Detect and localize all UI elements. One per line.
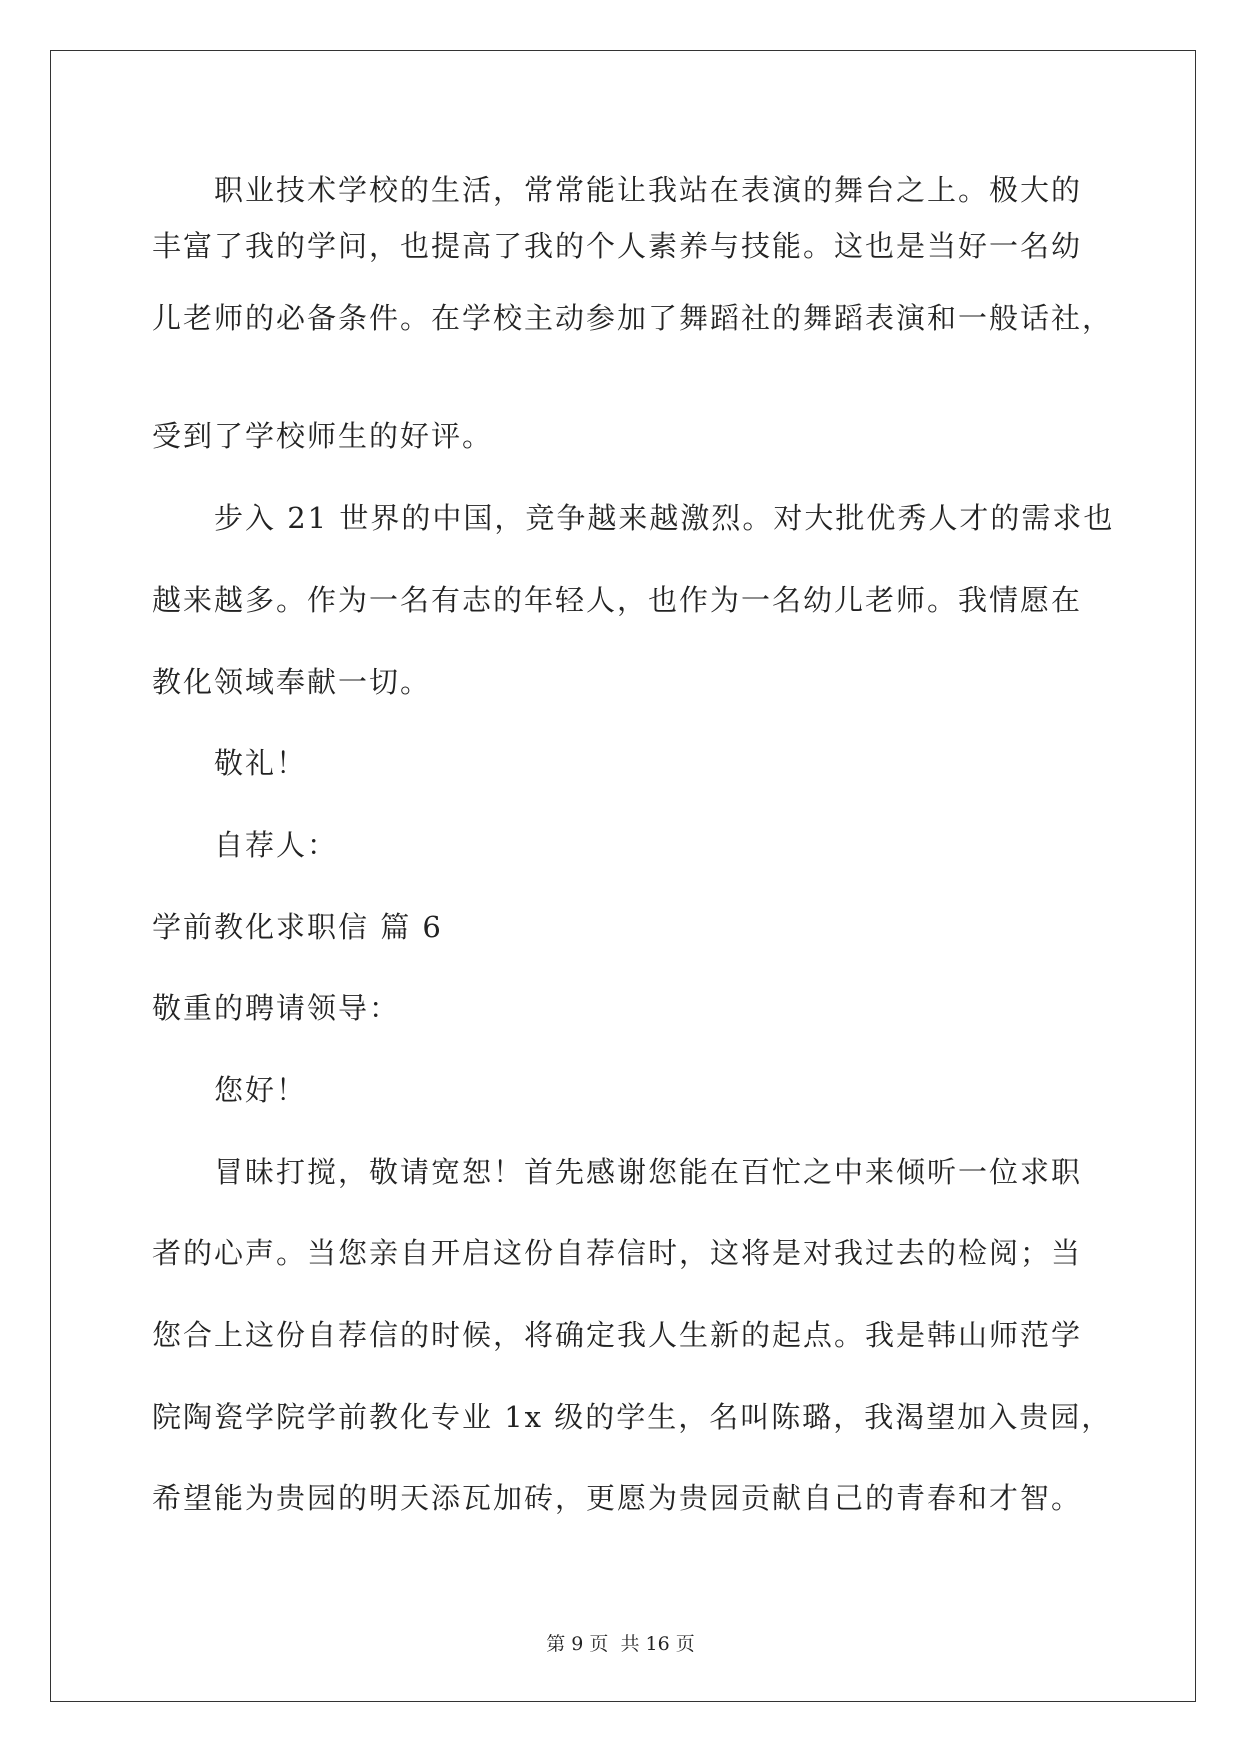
page-number: 第 9 页	[546, 1633, 609, 1655]
greeting: 您好！	[214, 1073, 308, 1107]
paragraph-line: 您合上这份自荐信的时候，将确定我人生新的起点。我是韩山师范学	[152, 1318, 1083, 1352]
paragraph-line: 丰富了我的学问，也提高了我的个人素养与技能。这也是当好一名幼	[152, 229, 1083, 263]
paragraph-line: 希望能为贵园的明天添瓦加砖，更愿为贵园贡献自己的青春和才智。	[152, 1481, 1083, 1515]
page-total: 共 16 页	[620, 1633, 695, 1655]
paragraph-line: 越来越多。作为一名有志的年轻人，也作为一名幼儿老师。我情愿在	[152, 583, 1083, 617]
salutation: 敬重的聘请领导：	[152, 991, 401, 1025]
paragraph-line: 者的心声。当您亲自开启这份自荐信时，这将是对我过去的检阅；当	[152, 1236, 1083, 1270]
paragraph-line: 院陶瓷学院学前教化专业 1x 级的学生，名叫陈璐，我渴望加入贵园，	[152, 1400, 1113, 1434]
paragraph-line: 职业技术学校的生活，常常能让我站在表演的舞台之上。极大的	[214, 173, 1083, 207]
paragraph-line: 受到了学校师生的好评。	[152, 419, 494, 453]
page-footer	[0, 1632, 1241, 1656]
closing-salute: 敬礼！	[214, 746, 308, 780]
signature-label: 自荐人：	[214, 828, 339, 862]
paragraph-line: 教化领域奉献一切。	[152, 665, 432, 699]
section-title: 学前教化求职信 篇 6	[152, 910, 443, 944]
paragraph-line: 冒昧打搅，敬请宽恕！首先感谢您能在百忙之中来倾听一位求职	[214, 1155, 1083, 1189]
page-border	[50, 50, 1196, 1702]
paragraph-line: 儿老师的必备条件。在学校主动参加了舞蹈社的舞蹈表演和一般话社，	[152, 301, 1114, 335]
paragraph-line: 步入 21 世界的中国，竞争越来越激烈。对大批优秀人才的需求也	[214, 501, 1115, 535]
